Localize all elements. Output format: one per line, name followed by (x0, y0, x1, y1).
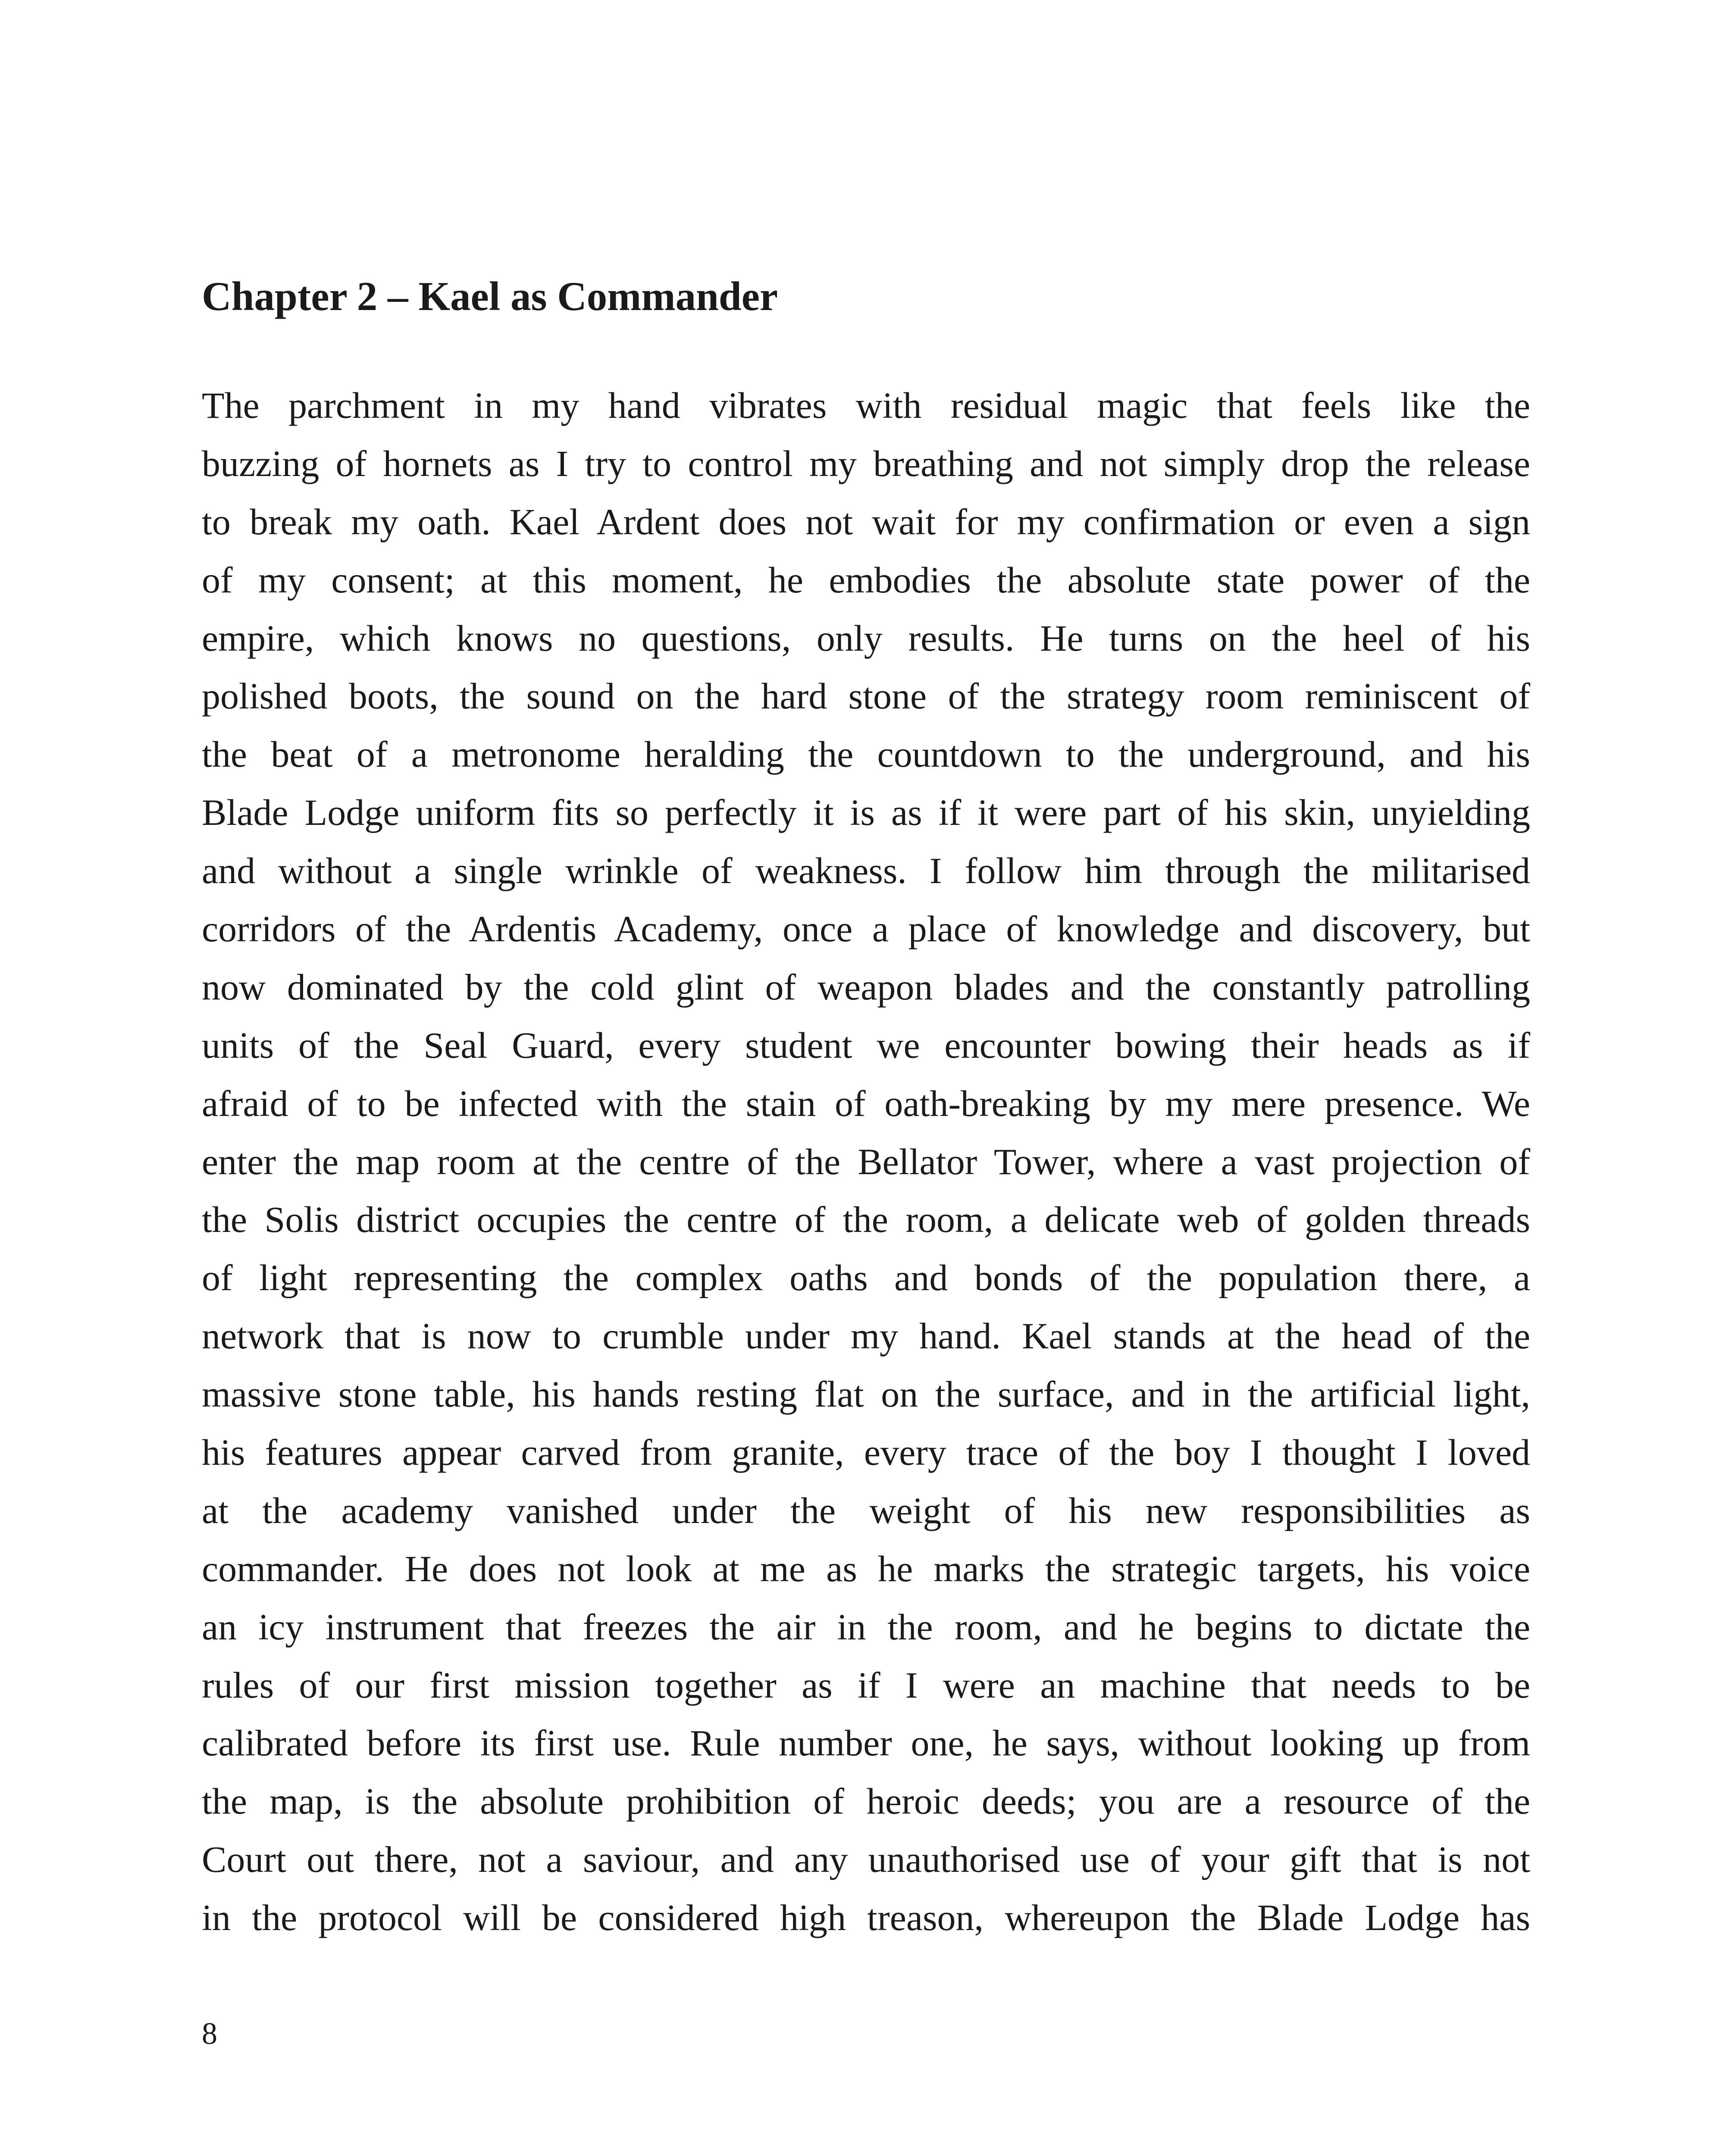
text-line: the map, is the absolute prohibition of heroic deeds; you are a resource of the (202, 1780, 1530, 1822)
text-line: the beat of a metronome heralding the countdown to the underground, and his (202, 733, 1530, 775)
text-line: The parchment in my hand vibrates with residual magic that feels like the (202, 385, 1530, 426)
text-line: his features appear carved from granite, every trace of the boy I thought I loved (202, 1432, 1530, 1473)
text-line: corridors of the Ardentis Academy, once a place of knowledge and discovery, but (202, 908, 1530, 950)
text-line: Blade Lodge uniform fits so perfectly it is as if it were part of his skin, unyielding (202, 792, 1530, 834)
text-line: now dominated by the cold glint of weapon blades and the constantly patrolling (202, 966, 1530, 1008)
text-line: an icy instrument that freezes the air in the room, and he begins to dictate the (202, 1606, 1530, 1648)
text-line: massive stone table, his hands resting flat on the surface, and in the artificial light, (202, 1373, 1530, 1415)
text-line: to break my oath. Kael Ardent does not wait for my confirmation or even a sign (202, 501, 1530, 542)
text-line: polished boots, the sound on the hard stone of the strategy room reminiscent of (202, 675, 1530, 717)
text-line: calibrated before its first use. Rule number one, he says, without looking up from (202, 1722, 1530, 1764)
chapter-title: Chapter 2 – Kael as Commander (202, 273, 778, 319)
text-line: afraid of to be infected with the stain of oath-breaking by my mere presence. We (202, 1082, 1530, 1124)
text-line: empire, which knows no questions, only results. He turns on the heel of his (202, 617, 1530, 659)
text-line: at the academy vanished under the weight of his new responsibilities as (202, 1489, 1530, 1531)
text-line: of my consent; at this moment, he embodies the absolute state power of the (202, 559, 1530, 601)
text-line: in the protocol will be considered high treason, whereupon the Blade Lodge has (202, 1897, 1530, 1939)
text-line: rules of our first mission together as if I were an machine that needs to be (202, 1664, 1530, 1706)
text-line: buzzing of hornets as I try to control my breathing and not simply drop the release (202, 442, 1530, 484)
text-line: the Solis district occupies the centre of the room, a delicate web of golden threads (202, 1199, 1530, 1241)
text-line: Court out there, not a saviour, and any unauthorised use of your gift that is not (202, 1839, 1530, 1880)
body-paragraph (202, 376, 1530, 1947)
text-line: units of the Seal Guard, every student we encounter bowing their heads as if (202, 1024, 1530, 1066)
text-line: network that is now to crumble under my hand. Kael stands at the head of the (202, 1315, 1530, 1357)
text-line: of light representing the complex oaths and bonds of the population there, a (202, 1257, 1530, 1299)
text-line: and without a single wrinkle of weakness. I follow him through the militarised (202, 850, 1530, 892)
text-line: enter the map room at the centre of the Bellator Tower, where a vast projection of (202, 1141, 1530, 1182)
text-line: commander. He does not look at me as he marks the strategic targets, his voice (202, 1548, 1530, 1589)
page-number: 8 (202, 2016, 217, 2051)
